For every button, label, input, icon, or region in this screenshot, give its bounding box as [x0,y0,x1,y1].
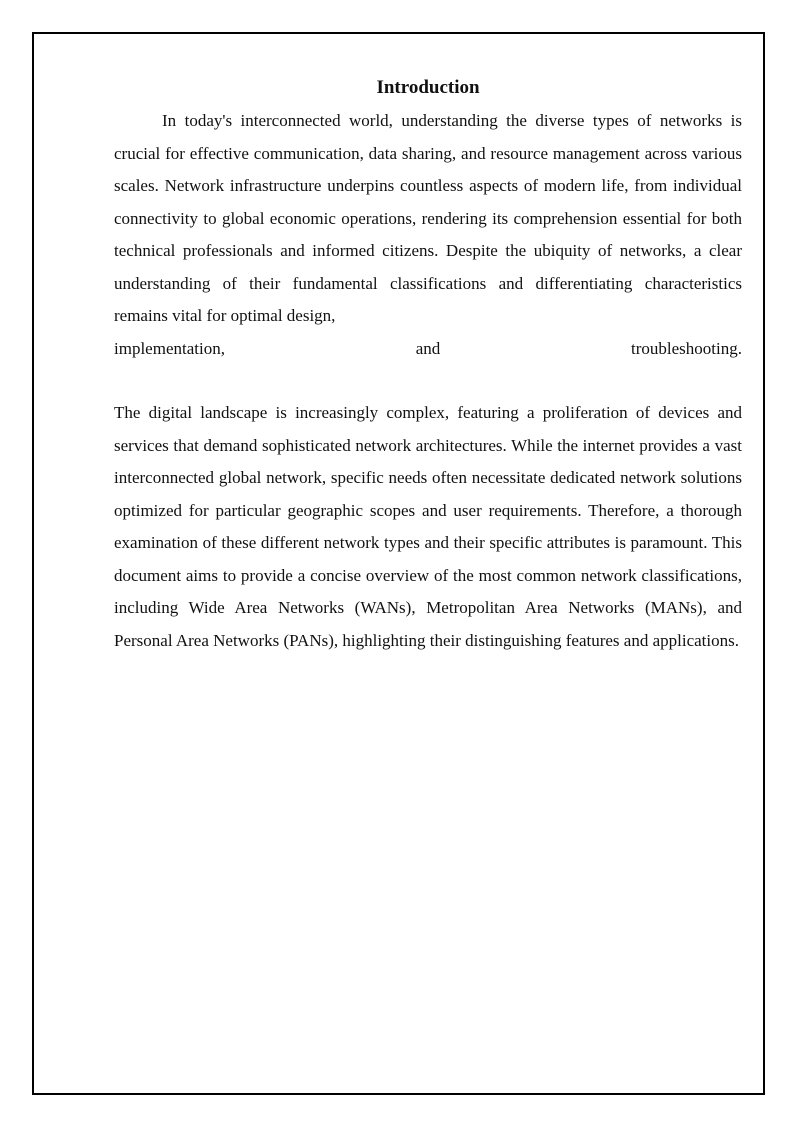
document-body [114,74,742,657]
paragraph-1-last-line [114,333,742,366]
paragraph-1: In today's interconnected world, understanding the diverse types of networks is crucial for effective communication, data sharing, and resource management across various scales. Network infrastructure underpins countless aspects of modern life, from individual connectivity to global economic operations, rendering its comprehension essential for both technical professionals and informed citizens. Despite the ubiquity of networks, a clear understanding of their fundamental classifications and differentiating characteristics remains vital for optimal design, [114,111,742,325]
word-and: and [415,338,441,358]
section-heading: Introduction [376,77,480,98]
word-troubleshooting: troubleshooting. [631,338,742,358]
word-implementation: implementation, [114,338,225,358]
paragraph-2: The digital landscape is increasingly complex, featuring a proliferation of devices and services that demand sophisticated network architectures. While the internet provides a vast interconnected global network, specific needs often necessitate dedicated network solutions optimized for particular geographic scopes and user requirements. Therefore, a thorough examination of these different network types and their specific attributes is paramount. This document aims to provide a concise overview of the most common network classifications, including Wide Area Networks (WANs), Metropolitan Area Networks (MANs), and Personal Area Networks (PANs), highlighting their distinguishing features and applications. [114,403,742,650]
